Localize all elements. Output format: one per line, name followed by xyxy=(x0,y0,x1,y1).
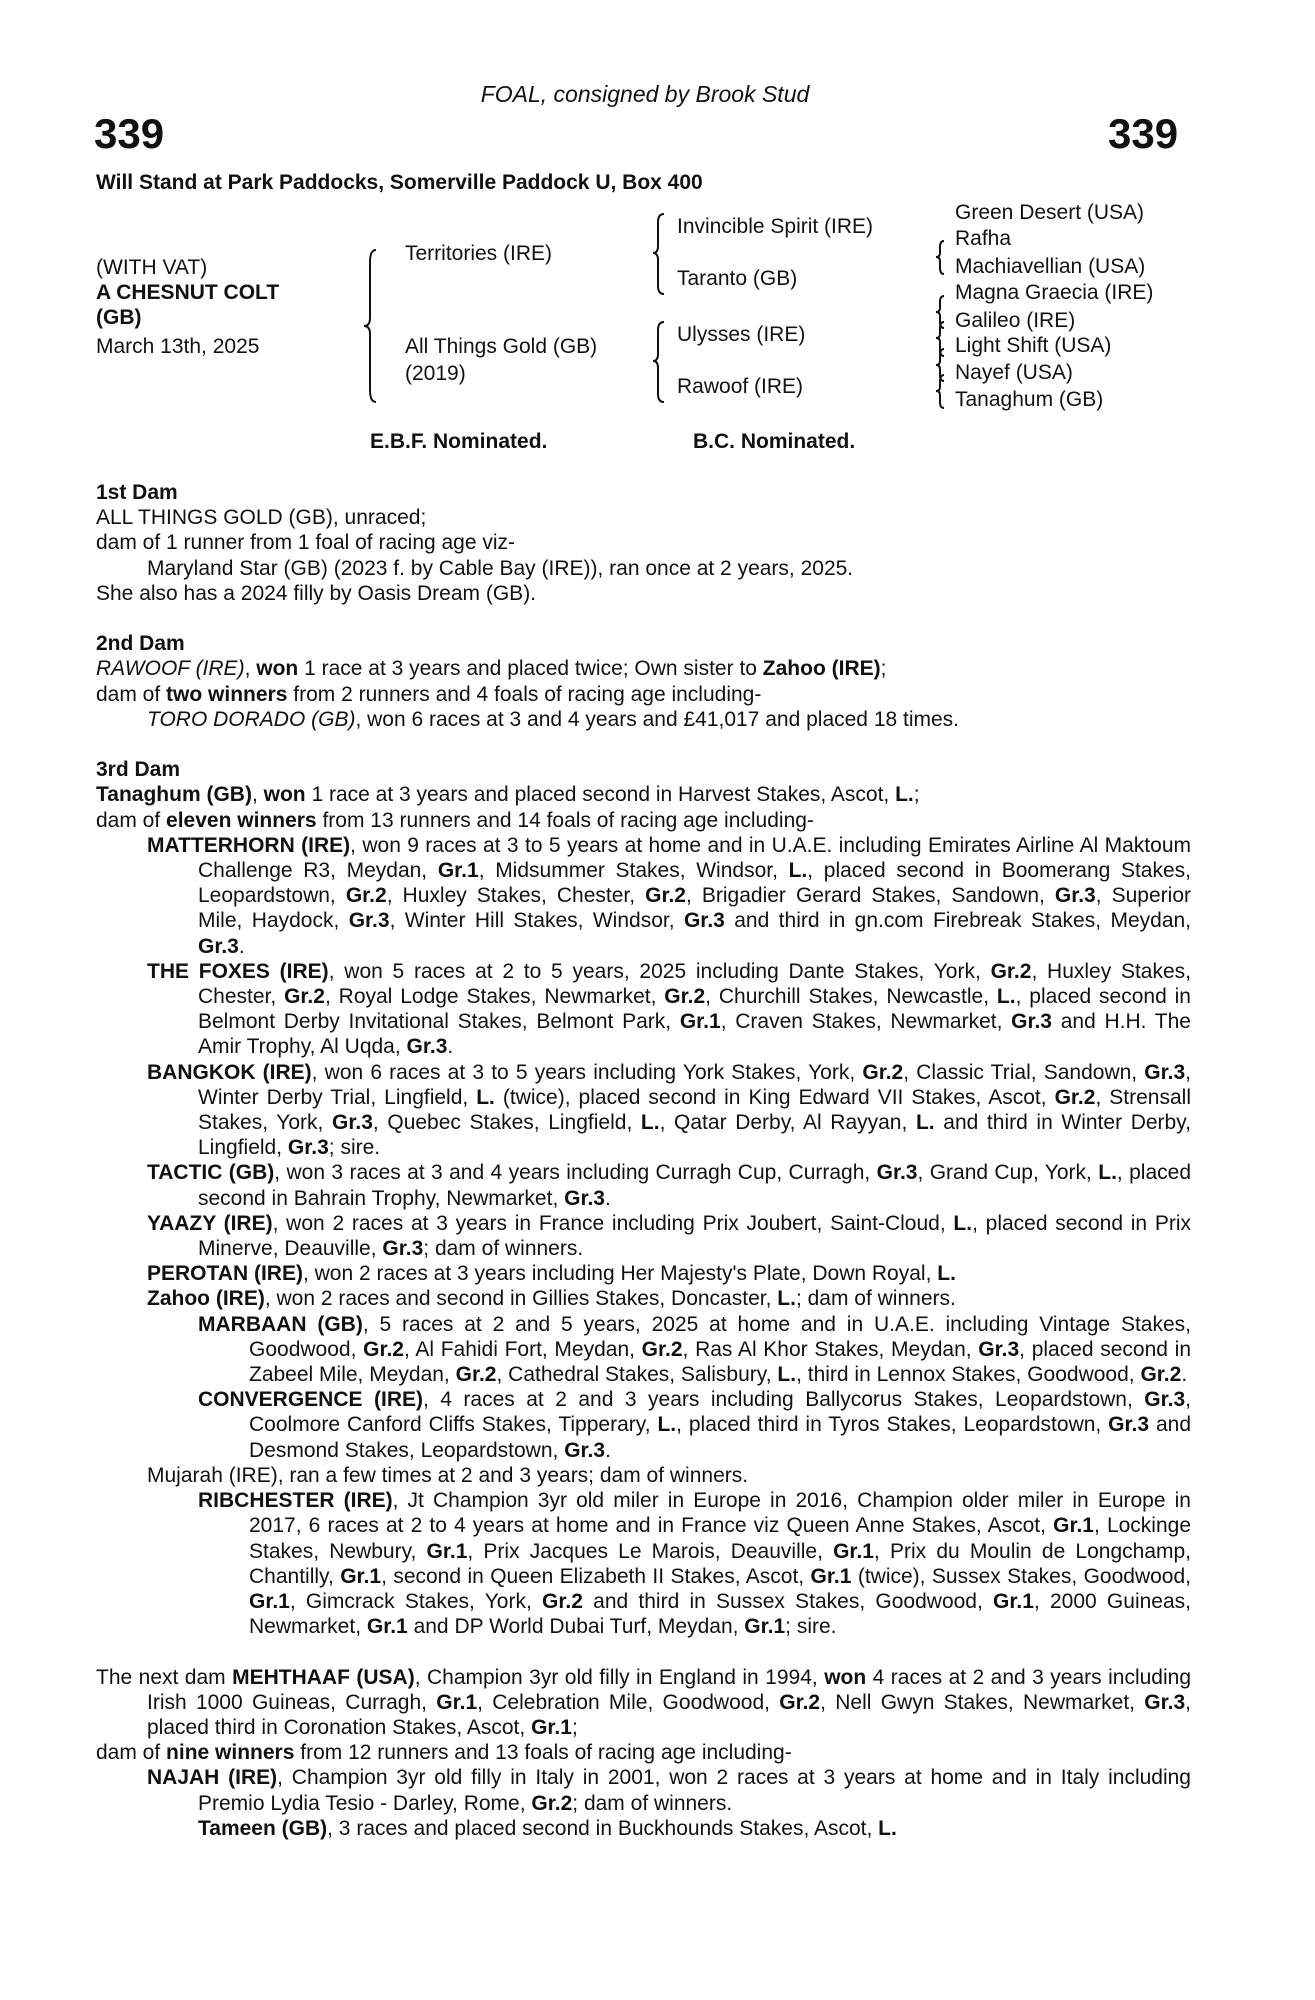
text: from 2 runners and 4 foals of racing age including- xyxy=(287,682,762,706)
text: (twice), placed second in King Edward VII Stakes, Ascot, xyxy=(494,1085,1055,1109)
text: , won 9 races at 3 to 5 years at home and in U.A.E. including Emirates Airline Al Maktoum Challenge R3, Meydan, xyxy=(198,833,1191,883)
bold-text: Gr.3 xyxy=(1108,1413,1150,1437)
italic-text: RAWOOF (IRE) xyxy=(96,657,245,681)
bold-text: Gr.1 xyxy=(366,1615,408,1639)
text: , placed second in Bahrain Trophy, Newmarket, xyxy=(198,1161,1192,1210)
sire-sire: Invincible Spirit (IRE) xyxy=(677,215,874,238)
text: ; sire. xyxy=(328,1136,381,1160)
text: , 3 races and placed second in Buckhounds Stakes, Ascot, xyxy=(327,1816,879,1840)
bold-text: Gr.2 xyxy=(531,1791,573,1815)
ancestor-g5: Galileo (IRE) xyxy=(955,309,1076,332)
bold-text: Gr.3 xyxy=(564,1438,606,1462)
foaling-date: March 13th, 2025 xyxy=(96,335,260,358)
bold-text: MATTERHORN (IRE) xyxy=(147,833,351,857)
bold-text: Gr.1 xyxy=(426,1539,468,1563)
text: ; dam of winners. xyxy=(423,1237,584,1261)
text: ; xyxy=(571,1715,578,1739)
bold-text: L. xyxy=(996,985,1016,1009)
text: ALL THINGS GOLD (GB), unraced; xyxy=(96,506,427,530)
text: 4 races at 2 and 3 years including Irish 1000 Guineas, Curragh, xyxy=(147,1665,1192,1714)
bold-text: two winners xyxy=(166,682,288,706)
text: ; sire. xyxy=(785,1615,837,1639)
bold-text: 3rd Dam xyxy=(96,758,181,782)
text: . xyxy=(605,1438,611,1462)
bold-text: L. xyxy=(777,1287,796,1311)
brace-main xyxy=(364,250,376,402)
text: , Champion 3yr old filly in Italy in 2001, won 2 races at 3 years at home and in Italy including Premio Lydia Tesio - Darley, Rome, xyxy=(198,1766,1191,1815)
section-heading xyxy=(96,631,1191,656)
text: , Al Fahidi Fort, Meydan, xyxy=(403,1337,642,1361)
pedigree-paragraph xyxy=(96,1211,1191,1261)
ebf-nomination: E.B.F. Nominated. xyxy=(370,430,548,453)
bold-text: Gr.3 xyxy=(1011,1010,1052,1034)
bold-text: Gr.1 xyxy=(810,1564,852,1588)
text: , Prix du Moulin de Longchamp, Chantilly, xyxy=(249,1539,1192,1588)
text: and third in Winter Derby, Lingfield, xyxy=(198,1111,1191,1160)
bold-text: L. xyxy=(640,1111,660,1135)
bold-text: Gr.1 xyxy=(833,1539,874,1563)
text: ; xyxy=(880,657,887,681)
text: , Classic Trial, Sandown, xyxy=(903,1060,1145,1084)
ancestor-g7: Nayef (USA) xyxy=(955,361,1073,384)
bold-text: Gr.2 xyxy=(363,1337,404,1361)
pedigree-paragraph xyxy=(96,833,1191,959)
pedigree-paragraph xyxy=(96,1261,1191,1286)
text: , Strensall Stakes, York, xyxy=(198,1085,1191,1135)
text: , Winter Derby Trial, Lingfield, xyxy=(198,1060,1192,1109)
ancestor-g2: Rafha xyxy=(955,227,1012,250)
text: , 2000 Guineas, Newmarket, xyxy=(249,1589,1191,1639)
text: , second in Queen Elizabeth II Stakes, Ascot, xyxy=(381,1564,811,1588)
bold-text: Gr.3 xyxy=(683,909,725,933)
text: , Cathedral Stakes, Salisbury, xyxy=(496,1363,778,1387)
text: . xyxy=(1181,1363,1188,1387)
bold-text: Gr.1 xyxy=(679,1010,721,1034)
bold-text: won xyxy=(256,657,299,681)
pedigree-paragraph xyxy=(96,808,1191,833)
bold-text: Gr.1 xyxy=(436,1690,478,1714)
text: and H.H. The Amir Trophy, Al Uqda, xyxy=(198,1010,1191,1059)
text: from 12 runners and 13 foals of racing age including- xyxy=(294,1741,792,1765)
text: dam of 1 runner from 1 foal of racing age viz- xyxy=(96,531,516,555)
italic-text: TORO DORADO (GB) xyxy=(147,707,356,731)
bold-text: MEHTHAAF (USA) xyxy=(232,1665,415,1689)
text: , Celebration Mile, Goodwood, xyxy=(477,1690,780,1714)
text: and third in Sussex Stakes, Goodwood, xyxy=(582,1589,994,1613)
lot-number-right: 339 xyxy=(1108,110,1179,157)
pedigree-paragraph xyxy=(96,1286,1191,1311)
text: , placed second in Boomerang Stakes, Leopardstown, xyxy=(198,859,1192,908)
bold-text: Gr.2 xyxy=(284,985,325,1009)
bold-text: Gr.2 xyxy=(542,1589,583,1613)
text: , Huxley Stakes, Chester, xyxy=(198,959,1191,1009)
pedigree-paragraph xyxy=(96,505,1191,530)
text: ; xyxy=(913,783,920,807)
bold-text: 2nd Dam xyxy=(96,632,185,656)
brace-sire xyxy=(653,214,664,294)
text: from 13 runners and 14 foals of racing age including- xyxy=(316,808,814,832)
bold-text: MARBAAN (GB) xyxy=(198,1312,363,1336)
text: ; dam of winners. xyxy=(572,1791,733,1815)
text: Maryland Star (GB) (2023 f. by Cable Bay (IRE)), ran once at 2 years, 2025. xyxy=(147,556,854,580)
text: , placed second in Prix Minerve, Deauville, xyxy=(198,1211,1191,1261)
bold-text: L. xyxy=(777,1363,797,1387)
bold-text: Gr.2 xyxy=(664,985,706,1009)
pedigree-paragraph xyxy=(96,782,1191,807)
text: (twice), Sussex Stakes, Goodwood, xyxy=(851,1564,1191,1588)
dam: All Things Gold (GB) xyxy=(405,335,598,358)
text: , won 2 races and second in Gillies Stakes, Doncaster, xyxy=(264,1287,778,1311)
text: , won 2 races at 3 years in France including Prix Joubert, Saint-Cloud, xyxy=(272,1211,954,1235)
bold-text: L. xyxy=(915,1111,935,1135)
ancestor-g8: Tanaghum (GB) xyxy=(955,388,1104,411)
ancestor-g1: Green Desert (USA) xyxy=(955,201,1145,224)
bold-text: Gr.1 xyxy=(744,1615,786,1639)
bold-text: Gr.3 xyxy=(1144,1060,1186,1084)
consignment-line: FOAL, consigned by Brook Stud xyxy=(480,81,810,107)
text: , Gimcrack Stakes, York, xyxy=(289,1589,543,1613)
pedigree-paragraph xyxy=(96,556,1191,581)
pedigree-paragraph xyxy=(96,656,1191,681)
pedigree-paragraph xyxy=(96,1463,1191,1488)
text: , third in Lennox Stakes, Goodwood, xyxy=(796,1363,1141,1387)
bold-text: Gr.1 xyxy=(249,1589,290,1613)
bold-text: Gr.2 xyxy=(455,1363,497,1387)
bold-text: YAAZY (IRE) xyxy=(147,1211,273,1235)
text: , placed second in Zabeel Mile, Meydan, xyxy=(249,1337,1192,1387)
text: She also has a 2024 filly by Oasis Dream (GB). xyxy=(96,581,537,605)
text: , Coolmore Canford Cliffs Stakes, Tipperary, xyxy=(249,1388,1191,1437)
bold-text: Gr.1 xyxy=(437,859,479,883)
text: 1 race at 3 years and placed second in Harvest Stakes, Ascot, xyxy=(305,783,896,807)
bold-text: Gr.3 xyxy=(1144,1690,1186,1714)
bold-text: Gr.3 xyxy=(406,1035,448,1059)
bold-text: L. xyxy=(1098,1161,1117,1185)
bold-text: Gr.3 xyxy=(978,1337,1020,1361)
text: , Champion 3yr old filly in England in 1994, xyxy=(414,1665,825,1689)
bold-text: Gr.3 xyxy=(876,1161,918,1185)
bold-text: Gr.3 xyxy=(332,1111,373,1135)
bold-text: L. xyxy=(953,1211,973,1235)
pedigree-paragraph xyxy=(96,1740,1191,1765)
bold-text: BANGKOK (IRE) xyxy=(147,1060,312,1084)
sire-dam: Taranto (GB) xyxy=(677,267,798,290)
bold-text: eleven winners xyxy=(166,808,317,832)
bold-text: Zahoo (IRE) xyxy=(762,657,881,681)
bold-text: PEROTAN (IRE) xyxy=(147,1262,303,1286)
pedigree-paragraph xyxy=(96,682,1191,707)
text: , Huxley Stakes, Chester, xyxy=(386,884,646,908)
bc-nomination: B.C. Nominated. xyxy=(693,430,856,453)
text: , 4 races at 2 and 3 years including Ballycorus Stakes, Leopardstown, xyxy=(422,1388,1145,1412)
text: , Prix Jacques Le Marois, Deauville, xyxy=(467,1539,834,1563)
ancestor-g6: Light Shift (USA) xyxy=(955,334,1112,357)
bold-text: Gr.2 xyxy=(641,1337,683,1361)
pedigree-paragraph xyxy=(96,1160,1191,1210)
bold-text: L. xyxy=(937,1262,956,1286)
text: , Churchill Stakes, Newcastle, xyxy=(705,985,997,1009)
bold-text: nine winners xyxy=(166,1741,295,1765)
text: dam of xyxy=(96,808,167,832)
text: , Winter Hill Stakes, Windsor, xyxy=(389,909,684,933)
bold-text: THE FOXES (IRE) xyxy=(147,959,329,983)
ancestor-g4: Magna Graecia (IRE) xyxy=(955,281,1154,304)
bold-text: Gr.1 xyxy=(1053,1514,1094,1538)
bold-text: Gr.3 xyxy=(1144,1388,1186,1412)
pedigree-paragraph xyxy=(96,1312,1191,1388)
bold-text: Gr.1 xyxy=(340,1564,382,1588)
text: and Desmond Stakes, Leopardstown, xyxy=(249,1413,1191,1462)
ancestor-g3: Machiavellian (USA) xyxy=(955,255,1146,278)
bold-text: L. xyxy=(788,859,808,883)
text: , Qatar Derby, Al Rayyan, xyxy=(659,1111,916,1135)
text: and third in gn.com Firebreak Stakes, Meydan, xyxy=(724,909,1192,933)
bold-text: Gr.2 xyxy=(645,884,686,908)
bold-text: Gr.3 xyxy=(198,934,239,958)
bold-text: Gr.2 xyxy=(779,1690,821,1714)
text: , xyxy=(251,783,264,807)
pedigree-paragraph xyxy=(96,707,1191,732)
text: dam of xyxy=(96,682,167,706)
text: . xyxy=(447,1035,454,1059)
bold-text: L. xyxy=(878,1816,897,1840)
bold-text: CONVERGENCE (IRE) xyxy=(198,1388,423,1412)
text: 1 race at 3 years and placed twice; Own sister to xyxy=(298,657,763,681)
text: , Superior Mile, Haydock, xyxy=(198,884,1192,933)
bold-text: Gr.1 xyxy=(993,1589,1034,1613)
pedigree-paragraph xyxy=(96,1765,1191,1815)
pedigree-paragraph xyxy=(96,1816,1191,1841)
text: , Lockinge Stakes, Newbury, xyxy=(249,1514,1192,1563)
section-heading xyxy=(96,757,1191,782)
bold-text: L. xyxy=(476,1085,495,1109)
text: , Ras Al Khor Stakes, Meydan, xyxy=(682,1337,979,1361)
text: . xyxy=(238,934,245,958)
text: , Brigadier Gerard Stakes, Sandown, xyxy=(686,884,1055,908)
text: , Grand Cup, York, xyxy=(917,1161,1099,1185)
text: , Jt Champion 3yr old miler in Europe in 2016, Champion older miler in Europe in 2017, 6 races at 2 to 4 years at home and in France viz Queen Anne Stakes, Ascot, xyxy=(249,1489,1191,1538)
text: Mujarah (IRE), ran a few times at 2 and 3 years; dam of winners. xyxy=(147,1463,749,1487)
bold-text: Gr.3 xyxy=(382,1237,424,1261)
bold-text: Zahoo (IRE) xyxy=(147,1287,265,1311)
bold-text: Tanaghum (GB) xyxy=(96,783,252,807)
bold-text: L. xyxy=(657,1413,677,1437)
bold-text: TACTIC (GB) xyxy=(147,1161,275,1185)
text: , won 6 races at 3 to 5 years including York Stakes, York, xyxy=(311,1060,863,1084)
text: , placed third in Tyros Stakes, Leopardstown, xyxy=(676,1413,1109,1437)
text: , Nell Gwyn Stakes, Newmarket, xyxy=(820,1690,1145,1714)
text: , placed second in Belmont Derby Invitational Stakes, Belmont Park, xyxy=(198,985,1191,1034)
bold-text: Gr.3 xyxy=(348,909,390,933)
bold-text: Gr.1 xyxy=(531,1715,572,1739)
text: . xyxy=(605,1186,611,1210)
bold-text: Gr.3 xyxy=(287,1136,329,1160)
pedigree-paragraph xyxy=(96,530,1191,555)
pedigree-paragraph xyxy=(96,1488,1191,1639)
bold-text: Gr.2 xyxy=(345,884,387,908)
text: , Midsummer Stakes, Windsor, xyxy=(478,859,789,883)
bold-text: Gr.2 xyxy=(862,1060,904,1084)
pedigree-paragraph xyxy=(96,581,1191,606)
horse-name: A CHESNUT COLT xyxy=(96,281,280,304)
text: , won 5 races at 2 to 5 years, 2025 including Dante Stakes, York, xyxy=(328,959,991,983)
bold-text: Gr.2 xyxy=(1140,1363,1182,1387)
text: , Royal Lodge Stakes, Newmarket, xyxy=(324,985,665,1009)
bold-text: 1st Dam xyxy=(96,481,178,504)
bold-text: Tameen (GB) xyxy=(198,1816,328,1840)
bold-text: L. xyxy=(895,783,914,807)
text: , won 6 races at 3 and 4 years and £41,017 and placed 18 times. xyxy=(355,707,960,731)
stand-location: Will Stand at Park Paddocks, Somerville Paddock U, Box 400 xyxy=(96,171,703,194)
dam-dam: Rawoof (IRE) xyxy=(677,375,804,398)
dam-year: (2019) xyxy=(405,362,466,385)
bold-text: RIBCHESTER (IRE) xyxy=(198,1489,393,1513)
text: dam of xyxy=(96,1741,167,1765)
produce-record xyxy=(96,480,1191,1841)
section-heading xyxy=(96,480,1191,505)
text: , placed third in Coronation Stakes, Ascot, xyxy=(147,1690,1191,1739)
bold-text: Gr.2 xyxy=(1054,1085,1096,1109)
text: , 5 races at 2 and 5 years, 2025 at home and in U.A.E. including Vintage Stakes, Goodwood, xyxy=(249,1312,1191,1361)
text: ; dam of winners. xyxy=(795,1287,956,1311)
text: , Quebec Stakes, Lingfield, xyxy=(372,1111,641,1135)
vat-note: (WITH VAT) xyxy=(96,256,208,279)
bold-text: Gr.2 xyxy=(990,959,1032,983)
bold-text: Gr.3 xyxy=(564,1186,605,1210)
bold-text: won xyxy=(824,1665,867,1689)
horse-origin: (GB) xyxy=(96,306,142,329)
sire: Territories (IRE) xyxy=(405,242,553,265)
pedigree-paragraph xyxy=(96,1387,1191,1463)
pedigree-paragraph xyxy=(96,959,1191,1060)
brace-dam xyxy=(653,322,664,402)
pedigree-paragraph xyxy=(96,1060,1191,1161)
lot-number-left: 339 xyxy=(94,110,165,157)
text: , won 3 races at 3 and 4 years including Curragh Cup, Curragh, xyxy=(274,1161,877,1185)
text: , xyxy=(244,657,257,681)
text: , won 2 races at 3 years including Her Majesty's Plate, Down Royal, xyxy=(302,1262,938,1286)
bold-text: won xyxy=(263,783,306,807)
bold-text: NAJAH (IRE) xyxy=(147,1766,278,1790)
text: , Craven Stakes, Newmarket, xyxy=(720,1010,1012,1034)
bold-text: Gr.3 xyxy=(1054,884,1096,908)
dam-sire: Ulysses (IRE) xyxy=(677,323,806,346)
text: The next dam xyxy=(96,1665,233,1689)
pedigree-paragraph xyxy=(96,1665,1191,1741)
text: and DP World Dubai Turf, Meydan, xyxy=(407,1615,745,1639)
